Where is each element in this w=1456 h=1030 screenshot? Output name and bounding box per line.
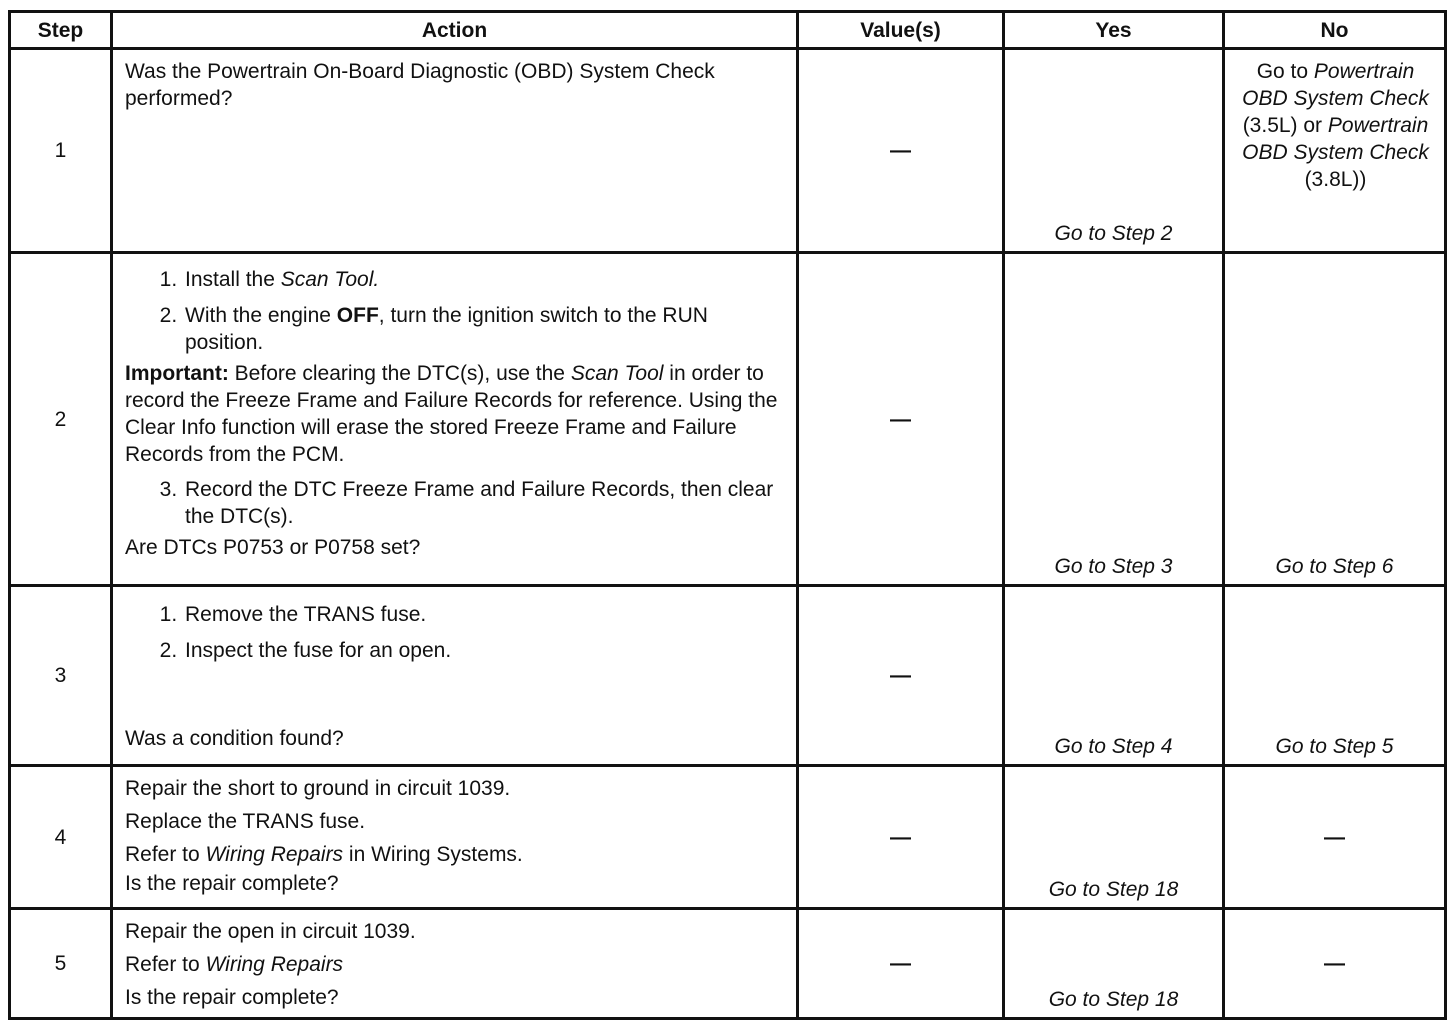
diagnostic-table bbox=[8, 10, 1447, 1020]
refer-text: Refer to bbox=[125, 953, 200, 976]
list-item: 3. Record the DTC Freeze Frame and Failure Records, then clear the DTC(s). bbox=[183, 476, 786, 530]
no-cell bbox=[1224, 909, 1446, 1019]
value-cell bbox=[798, 909, 1004, 1019]
header-values: Value(s) bbox=[798, 12, 1004, 49]
refer-text: Refer to bbox=[125, 843, 200, 866]
table-row bbox=[10, 49, 1446, 253]
step-number: 1 bbox=[10, 49, 112, 253]
no-cell bbox=[1224, 253, 1446, 586]
wiring-repairs-link[interactable]: Wiring Repairs bbox=[205, 953, 344, 976]
important-text: Before clearing the DTC(s), use the bbox=[234, 362, 565, 385]
yes-goto-link[interactable]: Go to Step 4 bbox=[1054, 735, 1173, 758]
engine-variant-35: (3.5L) or bbox=[1242, 114, 1323, 137]
no-goto-link[interactable] bbox=[1225, 50, 1444, 193]
action-line: Replace the TRANS fuse. bbox=[125, 810, 366, 833]
refer-text: in Wiring Systems. bbox=[348, 843, 523, 866]
list-item bbox=[183, 266, 786, 293]
header-step: Step bbox=[10, 12, 112, 49]
scan-tool-link[interactable]: Scan Tool bbox=[570, 362, 664, 385]
yes-cell bbox=[1004, 909, 1224, 1019]
no-dash: — bbox=[1324, 952, 1345, 975]
powertrain-obd-link-35[interactable]: Powertrain OBD System Check bbox=[1242, 60, 1429, 110]
list-item bbox=[183, 302, 786, 356]
scan-tool-link[interactable]: Scan Tool. bbox=[280, 268, 380, 291]
action-line: Repair the open in circuit 1039. bbox=[125, 920, 416, 943]
step-text: , turn the ignition switch to the RUN position. bbox=[185, 304, 708, 354]
yes-cell bbox=[1004, 586, 1224, 766]
question-text: Was a condition found? bbox=[125, 727, 344, 750]
powertrain-obd-link-38[interactable]: Powertrain OBD System Check bbox=[1242, 114, 1429, 164]
action-cell bbox=[112, 49, 798, 253]
table-row bbox=[10, 766, 1446, 909]
list-item: 2. Inspect the fuse for an open. bbox=[183, 637, 786, 664]
engine-variant-38: (3.8L)) bbox=[1304, 168, 1367, 191]
action-cell bbox=[112, 909, 798, 1019]
action-cell bbox=[112, 586, 798, 766]
question-text: Are DTCs P0753 or P0758 set? bbox=[125, 536, 421, 559]
table-row bbox=[10, 253, 1446, 586]
no-goto-link[interactable]: Go to Step 6 bbox=[1275, 555, 1394, 578]
value-dash: — bbox=[890, 139, 911, 162]
value-cell bbox=[798, 253, 1004, 586]
engine-off-text: OFF bbox=[336, 304, 379, 327]
value-dash: — bbox=[890, 825, 911, 849]
step-text: Install the bbox=[185, 268, 275, 291]
question-text: Was the Powertrain On-Board Diagnostic (OBD) System Check performed? bbox=[125, 60, 715, 110]
yes-goto-link[interactable]: Go to Step 2 bbox=[1054, 222, 1173, 245]
important-label: Important: bbox=[125, 362, 229, 385]
no-goto-label: Go to bbox=[1256, 60, 1309, 83]
table-row bbox=[10, 909, 1446, 1019]
yes-goto-link[interactable]: Go to Step 18 bbox=[1048, 988, 1179, 1011]
value-dash: — bbox=[890, 664, 911, 687]
no-cell bbox=[1224, 586, 1446, 766]
value-dash: — bbox=[890, 407, 911, 431]
important-note bbox=[125, 360, 786, 468]
action-cell bbox=[112, 766, 798, 909]
refer-line bbox=[125, 951, 786, 978]
refer-line bbox=[125, 841, 786, 868]
value-dash: — bbox=[890, 952, 911, 975]
step-number: 4 bbox=[10, 766, 112, 909]
value-cell bbox=[798, 49, 1004, 253]
yes-cell bbox=[1004, 766, 1224, 909]
no-cell bbox=[1224, 49, 1446, 253]
wiring-repairs-link[interactable]: Wiring Repairs bbox=[205, 843, 344, 866]
action-cell bbox=[112, 253, 798, 586]
yes-goto-link[interactable]: Go to Step 18 bbox=[1048, 878, 1179, 901]
step-number: 3 bbox=[10, 586, 112, 766]
value-cell bbox=[798, 766, 1004, 909]
table-row bbox=[10, 586, 1446, 766]
header-row bbox=[10, 12, 1446, 49]
no-goto-link[interactable]: Go to Step 5 bbox=[1275, 735, 1394, 758]
question-text: Is the repair complete? bbox=[125, 986, 339, 1009]
question-text: Is the repair complete? bbox=[125, 872, 339, 895]
yes-goto-link[interactable]: Go to Step 3 bbox=[1054, 555, 1173, 578]
step-text: With the engine bbox=[185, 304, 331, 327]
value-cell bbox=[798, 586, 1004, 766]
header-yes: Yes bbox=[1004, 12, 1224, 49]
step-number: 2 bbox=[10, 253, 112, 586]
important-text: in order to record the Freeze Frame and Failure Records for reference. Using the Clear Info function will erase the stored Freeze Frame and Failure Records from the PCM. bbox=[125, 362, 778, 466]
list-item: 1. Remove the TRANS fuse. bbox=[183, 601, 786, 628]
step-number: 5 bbox=[10, 909, 112, 1019]
yes-cell bbox=[1004, 49, 1224, 253]
no-cell bbox=[1224, 766, 1446, 909]
yes-cell bbox=[1004, 253, 1224, 586]
header-action: Action bbox=[112, 12, 798, 49]
header-no: No bbox=[1224, 12, 1446, 49]
action-line: Repair the short to ground in circuit 1039. bbox=[125, 777, 511, 800]
no-dash: — bbox=[1324, 825, 1345, 849]
